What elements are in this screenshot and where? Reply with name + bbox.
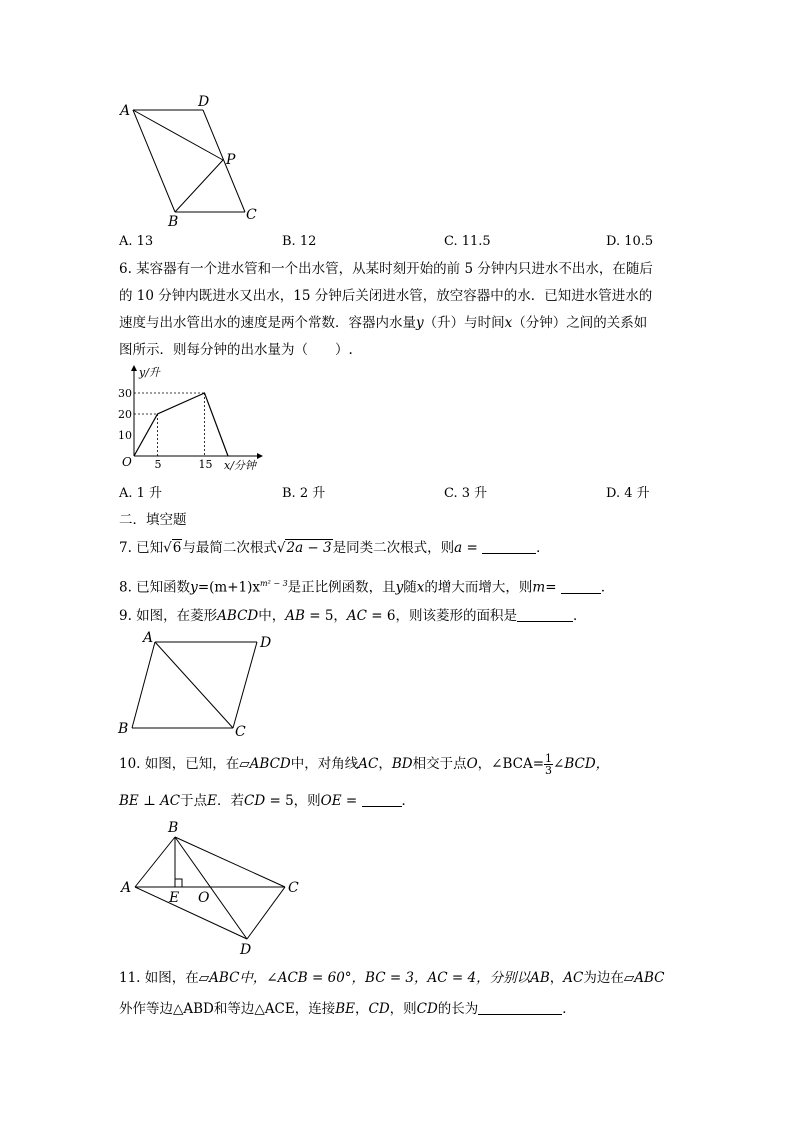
series-line: [134, 393, 228, 456]
q6-option-a: A. 1 升: [119, 486, 163, 501]
label-A: A: [120, 103, 131, 119]
fraction-one-third: $\frac{1}{3}$: [545, 752, 553, 777]
figure-parallelogram-q5: [115, 92, 265, 227]
q8: 8. 已知函数$y=(m+1)x^{m^2 - 3}$是正比例函数，且y随x的增大而增大，则m= ．: [119, 579, 615, 596]
label-P: P: [226, 152, 236, 168]
q5-option-b: B. 12: [282, 234, 317, 249]
q6-line-4: 图所示．则每分钟的出水量为（ ）.: [119, 342, 353, 358]
y-tick-10: 10: [118, 429, 132, 442]
q9-answer-blank[interactable]: [517, 607, 573, 622]
label-B: B: [118, 721, 129, 737]
q6-line-1: 6. 某容器有一个进水管和一个出水管，从某时刻开始的前 5 分钟内只进水不出水，在随后: [119, 261, 653, 277]
q10-line-1: 10. 如图，已知，在▱ABCD中，对角线AC，BD相交于点O，∠BCA= $\frac{1}{3}$ ∠BCD，: [119, 752, 610, 777]
x-tick-15: 15: [198, 458, 213, 471]
q8-answer-blank[interactable]: [561, 579, 601, 594]
q5-options: [119, 234, 659, 252]
label-C: C: [246, 207, 257, 223]
x-tick-5: 5: [154, 458, 162, 471]
q6-option-d: D. 4 升: [606, 486, 650, 501]
label-D: D: [260, 635, 272, 651]
label-B: B: [168, 820, 179, 836]
y-tick-20: 20: [118, 408, 132, 421]
q11-line-1: 11. 如图，在▱ABC中，∠ACB = 60°，BC = 3，AC = 4，分别以AB，AC为边在▱ABC: [119, 970, 665, 986]
q5-option-a: A. 13: [119, 234, 154, 249]
q10-line-2: BE ⊥ AC于点E．若CD = 5，则OE = ．: [119, 793, 415, 809]
label-D: D: [198, 94, 210, 110]
q11-answer-blank[interactable]: [478, 1000, 562, 1015]
label-E: E: [169, 890, 180, 906]
label-A: A: [143, 630, 154, 646]
figure-parallelogram-q10: [115, 815, 315, 960]
y-axis-label: y/升: [139, 366, 160, 379]
q6-line-2: 的 10 分钟内既进水又出水，15 分钟后关闭进水管，放空容器中的水．已知进水管进水的: [119, 288, 653, 304]
origin-label: O: [122, 455, 132, 469]
q11-line-2: 外作等边△ABD和等边△ACE，连接BE，CD，则CD的长为 ．: [119, 1001, 576, 1017]
label-A: A: [121, 880, 132, 896]
label-O: O: [198, 890, 210, 906]
q6-options: [119, 482, 659, 500]
q6-line-3: 速度与出水管出水的速度是两个常数．容器内水量y（升）与时间x（分钟）之间的关系如: [119, 315, 648, 331]
q5-option-d: D. 10.5: [606, 234, 654, 249]
q10-answer-blank[interactable]: [362, 792, 402, 807]
x-axis-label: x/分钟: [224, 459, 256, 472]
q7-answer-blank[interactable]: [482, 539, 536, 554]
label-C: C: [288, 880, 299, 896]
q7: 7. 已知√6与最简二次根式√2a − 3是同类二次根式，则a = ．: [119, 540, 550, 556]
label-B: B: [168, 214, 179, 227]
label-C: C: [235, 724, 246, 740]
q6-option-c: C. 3 升: [444, 486, 488, 501]
water-volume-chart: [112, 362, 272, 474]
label-D: D: [240, 942, 252, 958]
q6-option-b: B. 2 升: [282, 486, 326, 501]
y-tick-30: 30: [118, 387, 132, 400]
q9: 9. 如图，在菱形ABCD中，AB = 5，AC = 6，则该菱形的面积是 ．: [119, 608, 587, 624]
figure-rhombus-q9: [115, 628, 285, 743]
q5-option-c: C. 11.5: [444, 234, 491, 249]
section-2-heading: 二．填空题: [119, 512, 187, 528]
